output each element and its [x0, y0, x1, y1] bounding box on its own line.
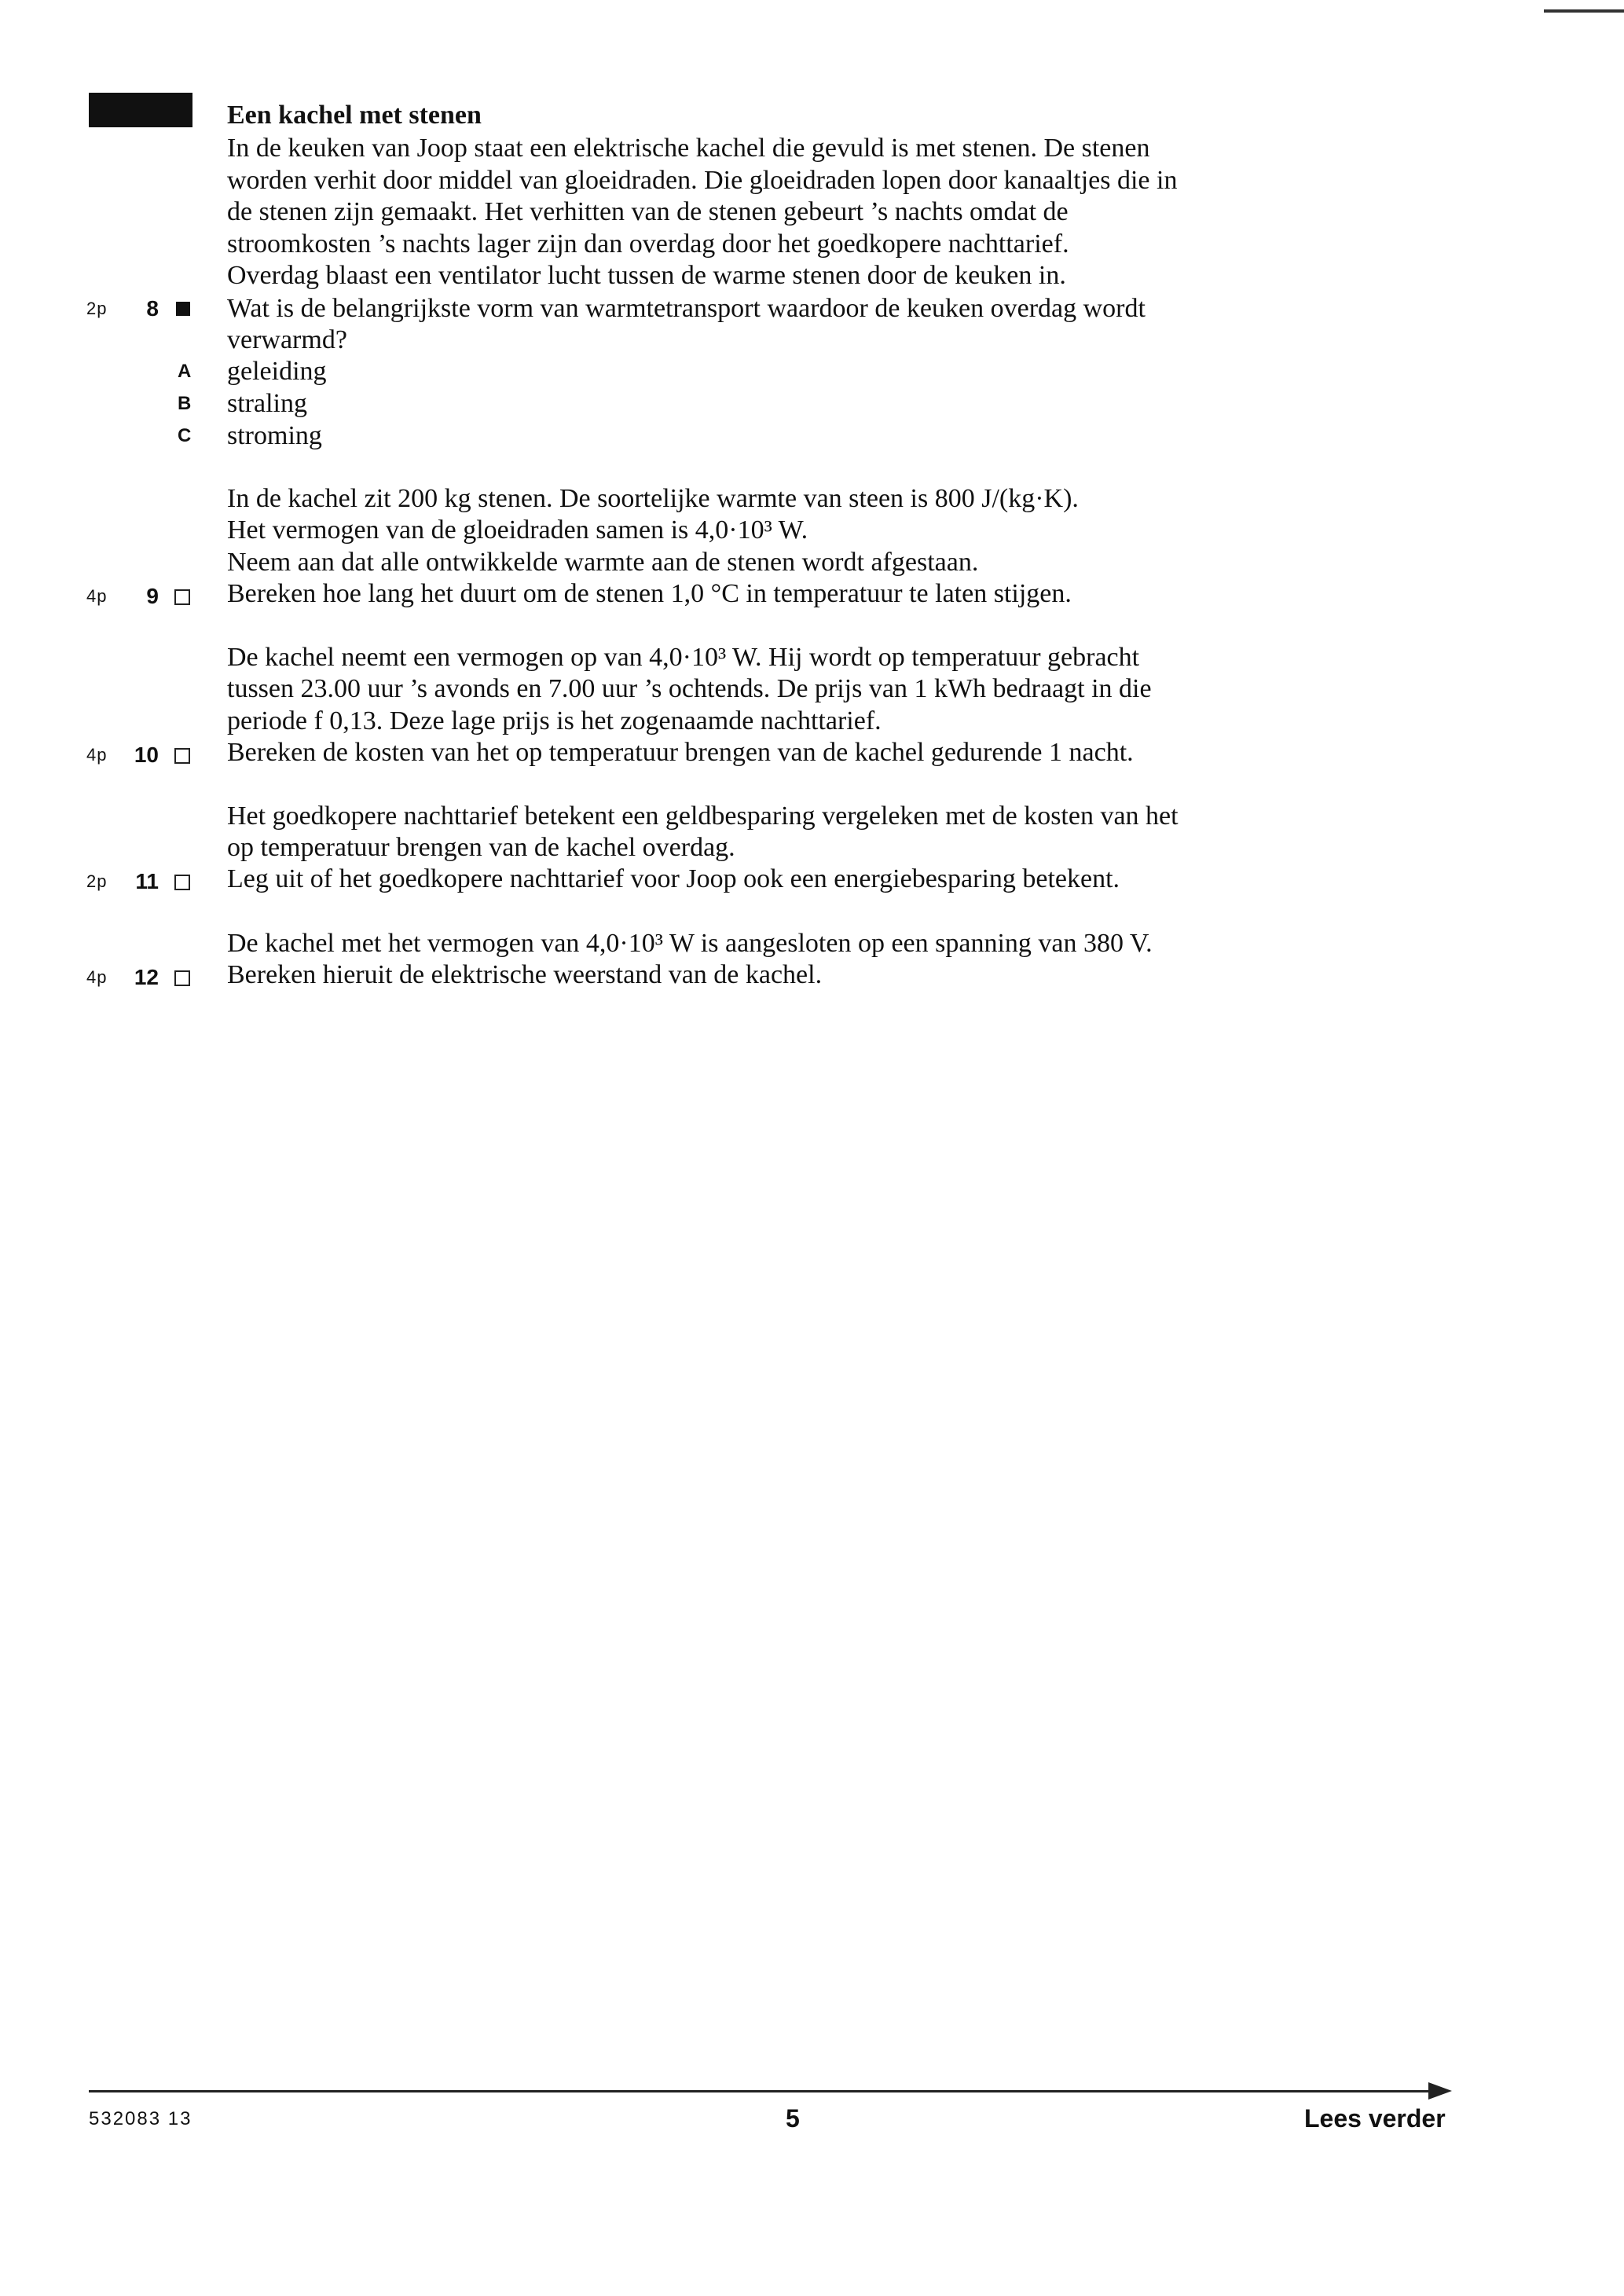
question-number: 11 [135, 869, 159, 893]
question-number: 9 [146, 584, 159, 608]
question-checkbox[interactable] [174, 748, 190, 764]
question-checkbox[interactable] [174, 970, 190, 986]
question-text: Bereken hieruit de elektrische weerstand van de kachel. [227, 960, 823, 989]
continue-label: Lees verder [1304, 2104, 1446, 2133]
document-code: 532083 13 [89, 2108, 192, 2129]
question-points: 2p [86, 299, 108, 318]
section-marker [89, 93, 192, 127]
option-letter: B [178, 393, 192, 414]
question-checkbox[interactable] [174, 875, 190, 890]
context-line: tussen 23.00 uur ’s avonds en 7.00 uur ’s ochtends. De prijs van 1 kWh bedraagt in die [227, 674, 1152, 703]
option-text: geleiding [227, 357, 327, 386]
context-line: In de kachel zit 200 kg stenen. De soortelijke warmte van steen is 800 J/(kg·K). [227, 484, 1079, 513]
top-rule [1544, 9, 1624, 13]
question-number: 8 [146, 296, 159, 321]
context-line: periode f 0,13. Deze lage prijs is het zogenaamde nachttarief. [227, 706, 882, 735]
intro-line: worden verhit door middel van gloeidraden. Die gloeidraden lopen door kanaaltjes die in [227, 166, 1178, 195]
intro-line: Overdag blaast een ventilator lucht tussen de warme stenen door de keuken in. [227, 261, 1066, 290]
context-line: De kachel neemt een vermogen op van 4,0·10³ W. Hij wordt op temperatuur gebracht [227, 643, 1140, 672]
context-line: op temperatuur brengen van de kachel overdag. [227, 833, 735, 862]
question-number: 12 [134, 965, 159, 989]
question-points: 4p [86, 586, 108, 606]
question-text: verwarmd? [227, 325, 347, 354]
option-text: stroming [227, 421, 322, 450]
intro-line: In de keuken van Joop staat een elektrische kachel die gevuld is met stenen. De stenen [227, 134, 1150, 163]
question-number: 10 [134, 743, 159, 767]
question-checkbox[interactable] [174, 589, 190, 605]
option-letter: C [178, 425, 192, 446]
option-letter: A [178, 361, 192, 382]
question-points: 2p [86, 871, 108, 891]
question-text: Wat is de belangrijkste vorm van warmtetransport waardoor de keuken overdag wordt [227, 294, 1146, 323]
question-points: 4p [86, 967, 108, 987]
intro-line: stroomkosten ’s nachts lager zijn dan overdag door het goedkopere nachttarief. [227, 229, 1069, 259]
page-number: 5 [786, 2104, 800, 2133]
context-line: Neem aan dat alle ontwikkelde warmte aan de stenen wordt afgestaan. [227, 548, 979, 577]
arrow-right-icon [1428, 2082, 1452, 2100]
section-title: Een kachel met stenen [227, 101, 482, 130]
intro-line: de stenen zijn gemaakt. Het verhitten van de stenen gebeurt ’s nachts omdat de [227, 197, 1069, 226]
question-marker-filled [176, 302, 190, 316]
context-line: Het goedkopere nachttarief betekent een geldbesparing vergeleken met de kosten van het [227, 801, 1179, 831]
question-text: Bereken hoe lang het duurt om de stenen 1,0 °C in temperatuur te laten stijgen. [227, 579, 1072, 608]
question-text: Bereken de kosten van het op temperatuur brengen van de kachel gedurende 1 nacht. [227, 738, 1134, 767]
option-text: straling [227, 389, 307, 418]
context-line: De kachel met het vermogen van 4,0·10³ W is aangesloten op een spanning van 380 V. [227, 929, 1153, 958]
footer-rule [89, 2090, 1432, 2092]
question-points: 4p [86, 745, 108, 765]
question-text: Leg uit of het goedkopere nachttarief voor Joop ook een energiebesparing betekent. [227, 864, 1120, 893]
context-line: Het vermogen van de gloeidraden samen is 4,0·10³ W. [227, 515, 808, 545]
